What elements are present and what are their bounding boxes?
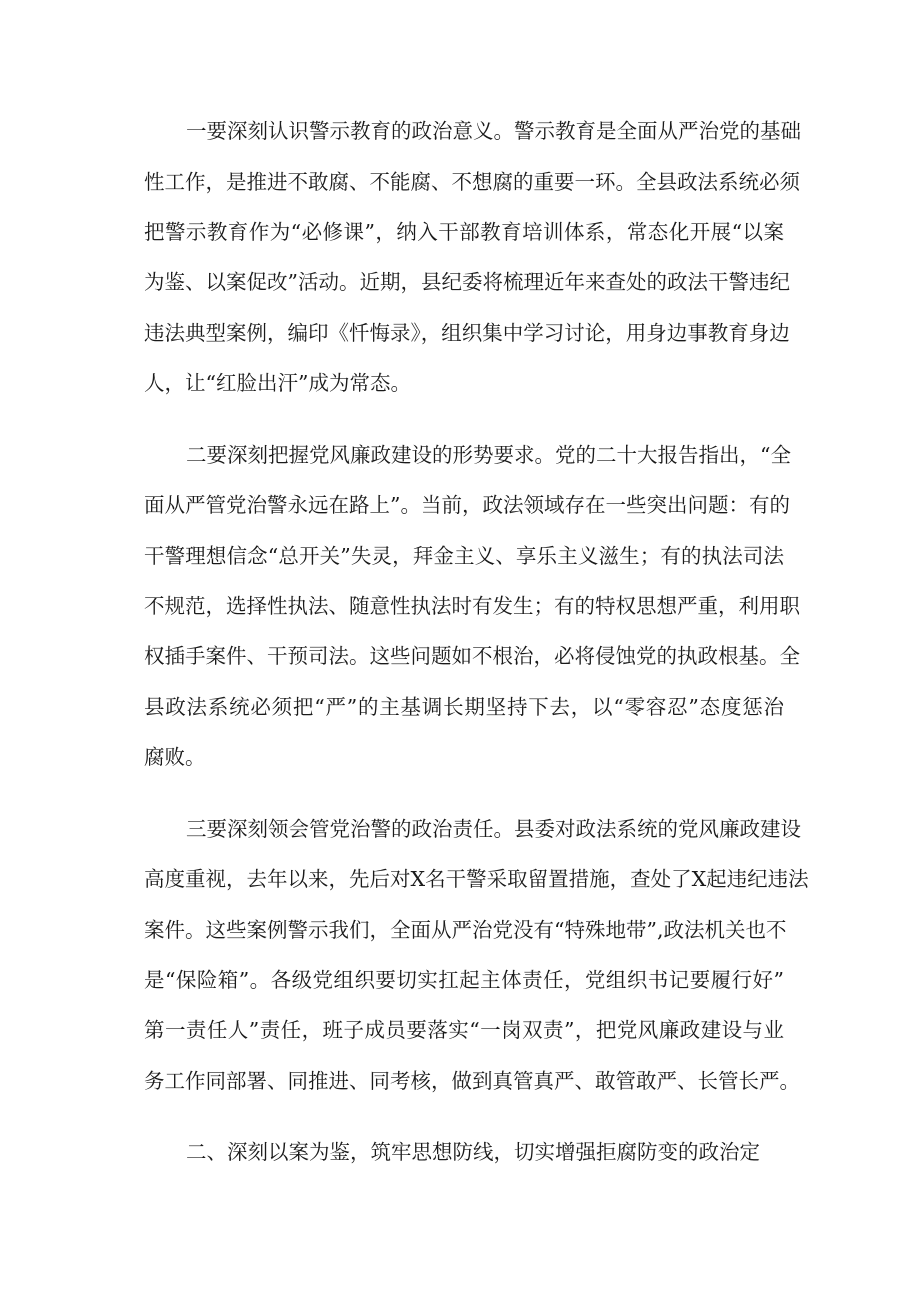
paragraph-1-line-4: 为鉴、以案促改”活动。近期，县纪委将梳理近年来查处的政法干警违纪 (144, 270, 790, 294)
paragraph-1-line-5: 违法典型案例，编印《忏悔录》，组织集中学习讨论，用身边事教育身边 (144, 321, 790, 345)
paragraph-2-line-6: 县政法系统必须把“严”的主基调长期坚持下去，以“零容忍”态度惩治 (144, 695, 784, 719)
paragraph-2-line-5: 权插手案件、干预司法。这些问题如不根治，必将侵蚀党的执政根基。全 (144, 644, 800, 668)
paragraph-2-line-4: 不规范，选择性执法、随意性执法时有发生；有的特权思想严重，利用职 (144, 594, 800, 618)
paragraph-1-line-3: 把警示教育作为“必修课”，纳入干部教育培训体系，常态化开展“以案 (144, 220, 784, 244)
paragraph-3-line-5: 第一责任人”责任，班子成员要落实“一岗双责”，把党风廉政建设与业 (144, 1018, 784, 1042)
paragraph-1-line-6: 人，让“红脸出汗”成为常态。 (144, 371, 411, 395)
paragraph-2-line-1: 二要深刻把握党风廉政建设的形势要求。党的二十大报告指出，“全 (186, 443, 791, 467)
paragraph-3-line-3: 案件。这些案例警示我们，全面从严治党没有“特殊地带”,政法机关也不 (144, 918, 787, 942)
paragraph-3-line-2: 高度重视，去年以来，先后对X名干警采取留置措施，查处了X起违纪违法 (144, 867, 809, 891)
paragraph-1-line-2: 性工作，是推进不敢腐、不能腐、不想腐的重要一环。全县政法系统必须 (144, 170, 800, 194)
paragraph-2-line-7: 腐败。 (144, 745, 206, 769)
paragraph-2-line-3: 干警理想信念“总开关”失灵，拜金主义、享乐主义滋生；有的执法司法 (144, 544, 784, 568)
paragraph-3-line-1: 三要深刻领会管党治警的政治责任。县委对政法系统的党风廉政建设 (186, 817, 801, 841)
section-heading: 二、深刻以案为鉴，筑牢思想防线，切实增强拒腐防变的政治定 (186, 1140, 760, 1164)
paragraph-2-line-2: 面从严管党治警永远在路上”。当前，政法领域存在一些突出问题：有的 (144, 493, 790, 517)
paragraph-1-line-1: 一要深刻认识警示教育的政治意义。警示教育是全面从严治党的基础 (186, 119, 801, 143)
paragraph-3-line-6: 务工作同部署、同推进、同考核，做到真管真严、敢管敢严、长管长严。 (144, 1069, 800, 1093)
paragraph-3-line-4: 是“保险箱”。各级党组织要切实扛起主体责任，党组织书记要履行好” (144, 968, 784, 992)
